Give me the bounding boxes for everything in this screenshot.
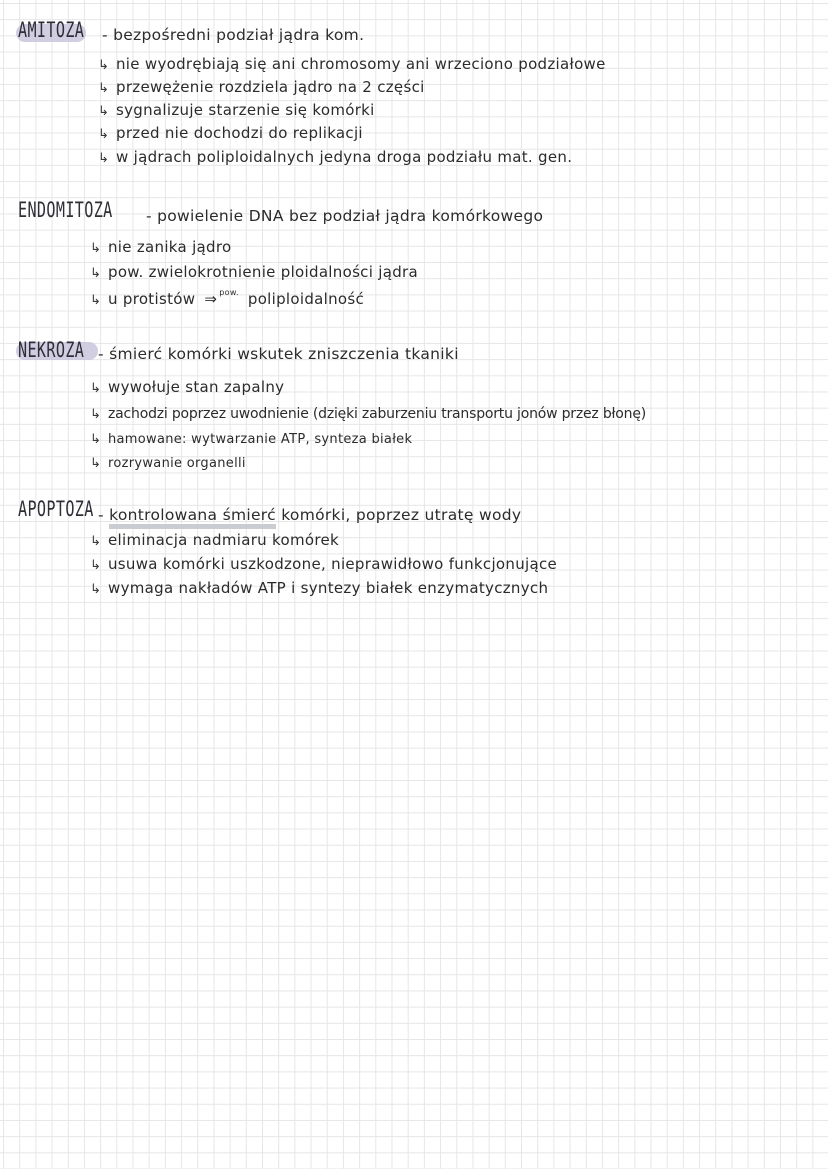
list-item [90,555,557,573]
arrow-abbr: pow. [219,288,239,297]
arrow-icon: ↳ [98,58,110,73]
bullet-text: wymaga nakładów ATP i syntezy białek enzymatycznych [108,579,549,597]
bullet-text: przewężenie rozdziela jądro na 2 części [116,78,425,96]
bullet-text: eliminacja nadmiaru komórek [108,531,340,549]
arrow-icon: ↳ [90,558,102,573]
bullet-text: usuwa komórki uszkodzone, nieprawidłowo funkcjonujące [108,555,558,573]
list-item [90,456,246,471]
definition-marked-text: kontrolowana śmierć [109,506,276,529]
arrow-icon: ↳ [98,127,110,142]
heading-amitoza: AMITOZA [18,18,85,42]
list-item [98,101,375,119]
bullet-text: pow. zwielokrotnienie ploidalności jądra [108,263,418,281]
heading-apoptoza: APOPTOZA [18,497,94,521]
list-item [90,406,646,422]
arrow-icon: ↳ [90,241,102,256]
arrow-icon: ↳ [90,407,101,422]
arrow-icon: ↳ [90,266,102,281]
list-item [90,531,339,549]
list-item [90,288,364,308]
bullet-text: wywołuje stan zapalny [108,378,285,396]
bullet-text: sygnalizuje starzenie się komórki [116,101,375,119]
definition-rest-text: komórki, poprzez utratę wody [281,506,522,524]
bullet-result-text: poliploidalność [247,290,365,308]
list-item [98,55,606,73]
arrow-icon: ↳ [98,81,110,96]
arrow-icon: ↳ [90,534,102,549]
definition-endomitoza: - powielenie DNA bez podział jądra komórkowego [146,207,544,225]
list-item [90,432,412,447]
definition-apoptoza [98,506,521,524]
list-item [90,263,418,281]
bullet-text: przed nie dochodzi do replikacji [116,124,363,142]
heading-endomitoza: ENDOMITOZA [18,198,113,222]
arrow-icon: ↳ [90,582,102,597]
heading-nekroza: NEKROZA [18,338,85,362]
arrow-icon: ↳ [90,456,102,471]
bullet-text: nie wyodrębiają się ani chromosomy ani wrzeciono podziałowe [116,55,606,73]
arrow-icon: ↳ [98,104,110,119]
bullet-text: zachodzi poprzez uwodnienie (dzięki zaburzeniu transportu jonów przez błonę) [108,406,646,422]
arrow-icon: ↳ [90,432,102,447]
list-item [98,78,425,96]
bullet-text: w jądrach poliploidalnych jedyna droga podziału mat. gen. [116,148,573,166]
list-item [90,238,232,256]
arrow-icon: ↳ [90,381,102,396]
list-item [90,579,548,597]
list-item [98,124,363,142]
list-item [90,378,284,396]
definition-amitoza: - bezpośredni podział jądra kom. [102,26,365,44]
bullet-text: hamowane: wytwarzanie ATP, synteza białek [108,432,413,447]
implication-arrow-icon: ⇒ [204,290,218,308]
bullet-text: u protistów [108,290,196,308]
bullet-text: rozrywanie organelli [108,456,246,471]
bullet-text: nie zanika jądro [108,238,232,256]
definition-dash: - [98,506,104,524]
list-item [98,148,572,166]
arrow-icon: ↳ [90,293,102,308]
definition-nekroza: - śmierć komórki wskutek zniszczenia tkaniki [98,345,459,363]
arrow-icon: ↳ [98,151,110,166]
